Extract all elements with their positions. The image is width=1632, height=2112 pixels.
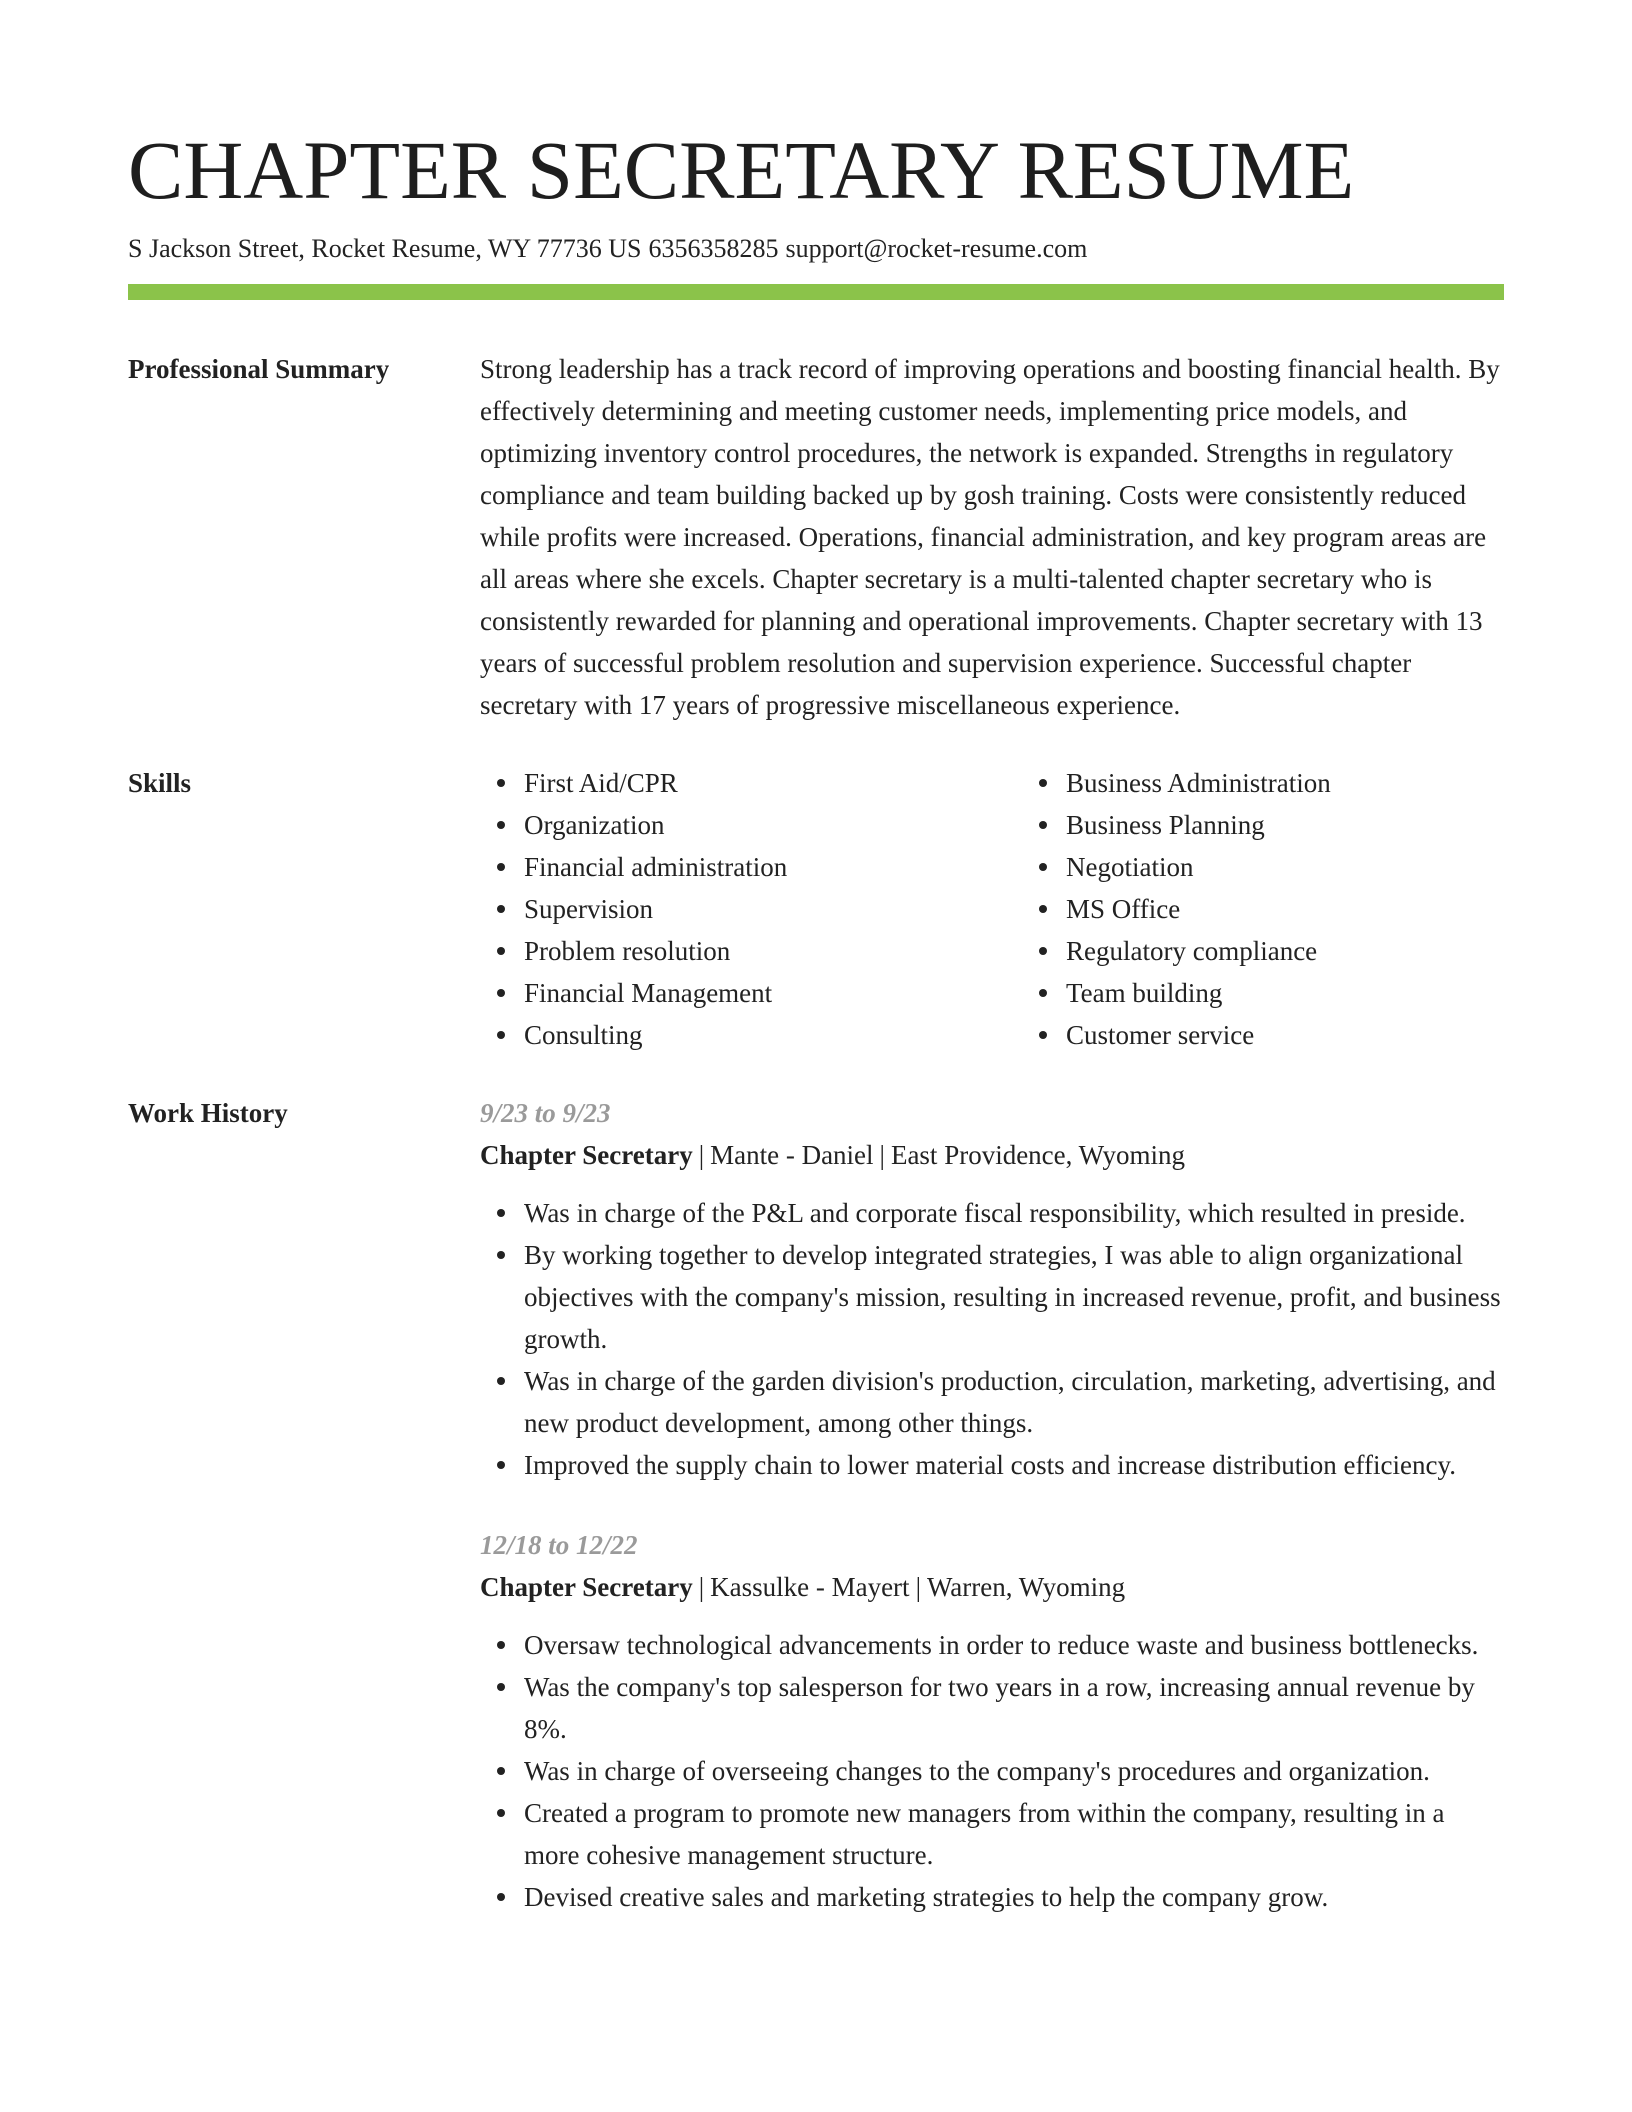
- skill-item: Negotiation: [1066, 846, 1504, 888]
- job-location: Warren, Wyoming: [926, 1572, 1126, 1602]
- resume-title: CHAPTER SECRETARY RESUME: [128, 124, 1355, 216]
- job-bullet: Devised creative sales and marketing strategies to help the company grow.: [524, 1876, 1504, 1918]
- address: S Jackson Street, Rocket Resume, WY 77736 US: [128, 234, 642, 263]
- skill-item: Consulting: [524, 1014, 962, 1056]
- job-location: East Providence, Wyoming: [890, 1140, 1186, 1170]
- skill-item: Regulatory compliance: [1066, 930, 1504, 972]
- skills-list-right: [1022, 762, 1504, 1056]
- job-bullets: [480, 1624, 1504, 1918]
- job-bullets: [480, 1192, 1504, 1486]
- job-title: Chapter Secretary: [480, 1572, 693, 1602]
- job-entry: [480, 1092, 1504, 1486]
- job-company: Kassulke - Mayert: [710, 1572, 910, 1602]
- job-title: Chapter Secretary: [480, 1140, 693, 1170]
- skill-item: Organization: [524, 804, 962, 846]
- work-history-section: [128, 1092, 1504, 1918]
- job-title-line: Chapter Secretary | Mante - Daniel | East Providence, Wyoming: [480, 1140, 1186, 1170]
- job-bullet: By working together to develop integrated strategies, I was able to align organizational objectives with the company's mission, resulting in increased revenue, profit, and business growth.: [524, 1234, 1504, 1360]
- job-bullet: Created a program to promote new managers from within the company, resulting in a more cohesive management structure.: [524, 1792, 1504, 1876]
- job-bullet: Was in charge of the garden division's production, circulation, marketing, advertising, and new product development, among other things.: [524, 1360, 1504, 1444]
- header-divider: [128, 284, 1504, 300]
- job-title-line: Chapter Secretary | Kassulke - Mayert | Warren, Wyoming: [480, 1572, 1126, 1602]
- skill-item: Business Administration: [1066, 762, 1504, 804]
- skill-item: MS Office: [1066, 888, 1504, 930]
- skill-item: Financial administration: [524, 846, 962, 888]
- skill-item: Financial Management: [524, 972, 962, 1014]
- job-bullet: Improved the supply chain to lower material costs and increase distribution efficiency.: [524, 1444, 1504, 1486]
- skill-item: First Aid/CPR: [524, 762, 962, 804]
- job-bullet: Was the company's top salesperson for two years in a row, increasing annual revenue by 8%.: [524, 1666, 1504, 1750]
- skills-columns: [480, 762, 1504, 1056]
- skills-section: [128, 762, 1504, 1056]
- skills-heading: Skills: [128, 768, 192, 798]
- skill-item: Team building: [1066, 972, 1504, 1014]
- skill-item: Customer service: [1066, 1014, 1504, 1056]
- summary-heading: Professional Summary: [128, 354, 390, 384]
- job-bullet: Was in charge of overseeing changes to the company's procedures and organization.: [524, 1750, 1504, 1792]
- job-bullet: Was in charge of the P&L and corporate fiscal responsibility, which resulted in preside.: [524, 1192, 1504, 1234]
- job-bullet: Oversaw technological advancements in order to reduce waste and business bottlenecks.: [524, 1624, 1504, 1666]
- skill-item: Business Planning: [1066, 804, 1504, 846]
- skills-list-left: [480, 762, 962, 1056]
- job-date: 12/18 to 12/22: [480, 1530, 638, 1560]
- contact-line: [128, 232, 1504, 266]
- phone: 6356358285: [648, 234, 779, 263]
- skill-item: Problem resolution: [524, 930, 962, 972]
- summary-section: [128, 348, 1504, 726]
- job-entry: [480, 1524, 1504, 1918]
- job-date: 9/23 to 9/23: [480, 1098, 611, 1128]
- work-history-heading: Work History: [128, 1098, 288, 1128]
- email: support@rocket-resume.com: [785, 234, 1088, 263]
- skill-item: Supervision: [524, 888, 962, 930]
- job-company: Mante - Daniel: [710, 1140, 874, 1170]
- summary-text: Strong leadership has a track record of improving operations and boosting financial health. By effectively determining and meeting customer needs, implementing price models, and optimizing inventory control procedures, the network is expanded. Strengths in regulatory compliance and team building backed up by gosh training. Costs were consistently reduced while profits were increased. Operations, financial administration, and key program areas are all areas where she excels. Chapter secretary is a multi-talented chapter secretary who is consistently rewarded for planning and operational improvements. Chapter secretary with 13 years of successful problem resolution and supervision experience. Successful chapter secretary with 17 years of progressive miscellaneous experience.: [480, 354, 1500, 720]
